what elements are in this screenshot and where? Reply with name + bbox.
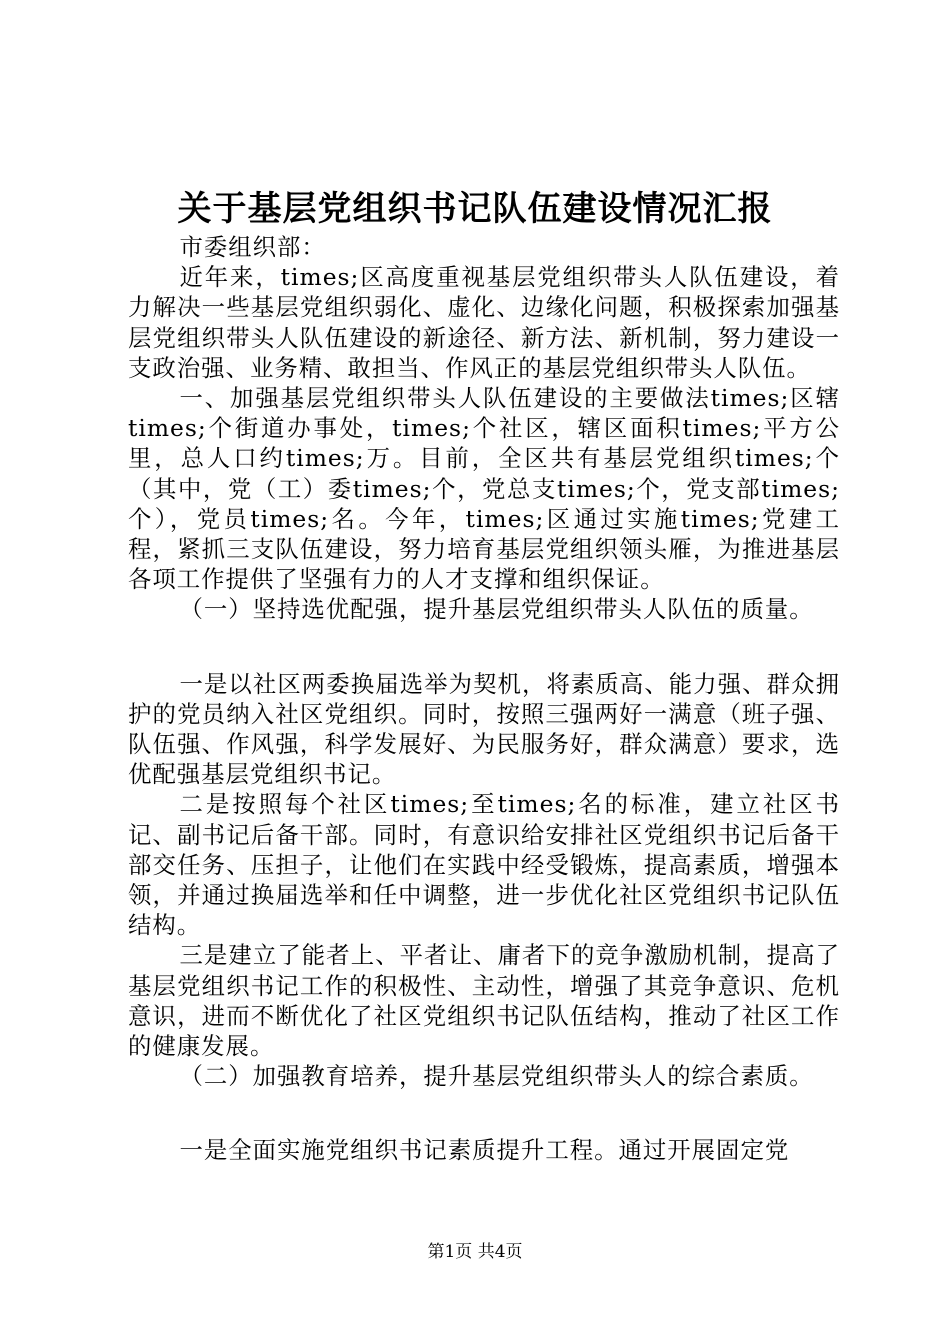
- paragraph-point-two: 二是按照每个社区times;至times;名的标准，建立社区书记、副书记后备干部。同时，有意识给安排社区党组织书记后备干部交任务、压担子，让他们在实践中经受锻炼，提高素质，增强本领，并通过换届选举和任中调整，进一步优化社区党组织书记队伍结构。: [128, 790, 840, 940]
- salutation: 市委组织部：: [179, 233, 326, 261]
- document-body: [128, 232, 840, 1166]
- subheading-one: （一）坚持选优配强，提升基层党组织带头人队伍的质量。: [179, 595, 814, 624]
- paragraph-section-one: 一、加强基层党组织带头人队伍建设的主要做法times;区辖times;个街道办事处，times;个社区，辖区面积times;平方公里，总人口约times;万。目前，全区共有基层党组织times;个（其中，党（工）委times;个，党总支times;个，党支部times;个），党员times;名。今年，times;区通过实施times;党建工程，紧抓三支队伍建设，努力培育基层党组织领头雁，为推进基层各项工作提供了坚强有力的人才支撑和组织保证。: [128, 384, 840, 594]
- document-title: 关于基层党组织书记队伍建设情况汇报: [177, 189, 773, 229]
- paragraph-point-one: 一是以社区两委换届选举为契机，将素质高、能力强、群众拥护的党员纳入社区党组织。同时，按照三强两好一满意（班子强、队伍强、作风强，科学发展好、为民服务好，群众满意）要求，选优配强基层党组织书记。: [128, 669, 840, 789]
- paragraph-intro: 近年来，times;区高度重视基层党组织带头人队伍建设，着力解决一些基层党组织弱化、虚化、边缘化问题，积极探索加强基层党组织带头人队伍建设的新途径、新方法、新机制，努力建设一支政治强、业务精、敢担当、作风正的基层党组织带头人队伍。: [128, 263, 840, 382]
- paragraph-training-one: 一是全面实施党组织书记素质提升工程。通过开展固定党: [179, 1136, 790, 1165]
- paragraph-point-three: 三是建立了能者上、平者让、庸者下的竞争激励机制，提高了基层党组织书记工作的积极性、主动性，增强了其竞争意识、危机意识，进而不断优化了社区党组织书记队伍结构，推动了社区工作的健康发展。: [128, 941, 840, 1061]
- subheading-two: （二）加强教育培养，提升基层党组织带头人的综合素质。: [179, 1062, 814, 1091]
- page-number: 第1页 共4页: [427, 1242, 523, 1262]
